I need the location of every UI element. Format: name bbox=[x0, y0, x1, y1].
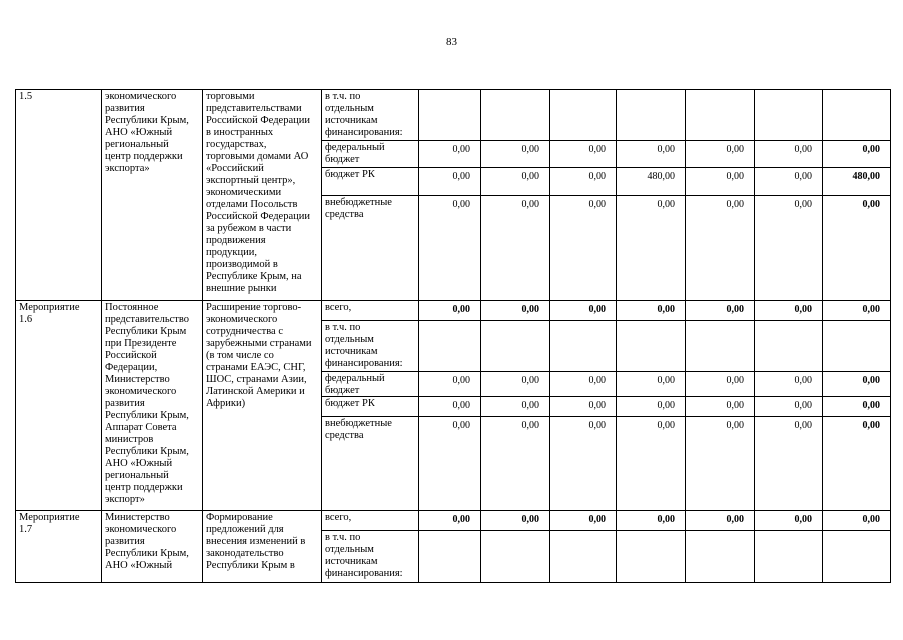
content-cell: торговыми представительствами Российской Федерации в иностранных государствах, торговыми домами АО «Российский экспортный центр», экономическими отделами Посольств Российской Федерации за рубежом в части продвижения продукции, производимой в Республике Крым, на внешние рынки bbox=[206, 91, 310, 294]
table-cell-value: 0,00 bbox=[452, 171, 470, 182]
table-cell-value: 0,00 bbox=[588, 304, 606, 315]
column-rule bbox=[890, 89, 891, 582]
table-cell-value: 0,00 bbox=[794, 400, 812, 411]
table-cell-value: 0,00 bbox=[726, 514, 744, 525]
row-rule bbox=[15, 300, 891, 301]
content-cell: Формирование предложений для внесения изменений в законодательство Республики Крым в bbox=[206, 512, 306, 571]
table-cell-value: 0,00 bbox=[521, 144, 539, 155]
source-label: в т.ч. по отдельным источникам финансирования: bbox=[325, 91, 403, 138]
activity-number: Мероприятие 1.6 bbox=[19, 302, 80, 325]
row-rule bbox=[15, 510, 891, 511]
column-rule bbox=[754, 89, 755, 582]
source-label: всего, bbox=[325, 512, 352, 523]
table-cell-value: 0,00 bbox=[726, 171, 744, 182]
source-label: федеральный бюджет bbox=[325, 142, 385, 165]
table-cell-value: 0,00 bbox=[657, 199, 675, 210]
executor-cell: экономического развития Республики Крым, АНО «Южный региональный центр поддержки экспорта» bbox=[105, 91, 189, 174]
subrow-rule bbox=[321, 371, 891, 372]
table-cell-value: 0,00 bbox=[452, 199, 470, 210]
table-cell-value: 0,00 bbox=[862, 375, 880, 386]
table-cell-value: 0,00 bbox=[794, 199, 812, 210]
source-label: внебюджетные средства bbox=[325, 418, 392, 441]
table-cell-value: 0,00 bbox=[521, 375, 539, 386]
content-cell: Расширение торгово- экономического сотрудничества с зарубежными странами (в том числе со странами ЕАЭС, СНГ, ШОС, странами Азии, Латинской Америки и Африки) bbox=[206, 302, 312, 409]
column-rule bbox=[616, 89, 617, 582]
table-cell-value: 0,00 bbox=[726, 199, 744, 210]
page-number: 83 bbox=[446, 36, 457, 48]
table-cell-value: 480,00 bbox=[852, 171, 880, 182]
row-rule bbox=[15, 582, 891, 583]
column-rule bbox=[15, 89, 16, 582]
table-cell-value: 0,00 bbox=[588, 375, 606, 386]
table-cell-value: 0,00 bbox=[521, 420, 539, 431]
table-cell-value: 0,00 bbox=[588, 199, 606, 210]
table-cell-value: 0,00 bbox=[794, 420, 812, 431]
table-cell-value: 0,00 bbox=[521, 400, 539, 411]
table-cell-value: 0,00 bbox=[726, 144, 744, 155]
column-rule bbox=[418, 89, 419, 582]
column-rule bbox=[480, 89, 481, 582]
subrow-rule bbox=[321, 167, 891, 168]
table-cell-value: 0,00 bbox=[588, 171, 606, 182]
table-cell-value: 0,00 bbox=[657, 420, 675, 431]
subrow-rule bbox=[321, 320, 891, 321]
table-cell-value: 0,00 bbox=[657, 514, 675, 525]
table-cell-value: 0,00 bbox=[794, 375, 812, 386]
source-label: бюджет РК bbox=[325, 398, 375, 409]
subrow-rule bbox=[321, 140, 891, 141]
source-label: в т.ч. по отдельным источникам финансирования: bbox=[325, 322, 403, 369]
table-cell-value: 0,00 bbox=[452, 400, 470, 411]
table-cell-value: 0,00 bbox=[862, 144, 880, 155]
table-cell-value: 0,00 bbox=[452, 514, 470, 525]
column-rule bbox=[202, 89, 203, 582]
table-cell-value: 0,00 bbox=[726, 420, 744, 431]
column-rule bbox=[685, 89, 686, 582]
subrow-rule bbox=[321, 195, 891, 196]
activity-number: 1.5 bbox=[19, 91, 33, 102]
table-cell-value: 0,00 bbox=[862, 400, 880, 411]
table-cell-value: 480,00 bbox=[647, 171, 675, 182]
subrow-rule bbox=[321, 416, 891, 417]
table-cell-value: 0,00 bbox=[452, 144, 470, 155]
source-label: бюджет РК bbox=[325, 169, 375, 180]
table-cell-value: 0,00 bbox=[521, 171, 539, 182]
table-cell-value: 0,00 bbox=[794, 304, 812, 315]
column-rule bbox=[822, 89, 823, 582]
subrow-rule bbox=[321, 530, 891, 531]
source-label: всего, bbox=[325, 302, 352, 313]
table-cell-value: 0,00 bbox=[452, 304, 470, 315]
source-label: внебюджетные средства bbox=[325, 197, 392, 220]
table-cell-value: 0,00 bbox=[862, 304, 880, 315]
executor-cell: Постоянное представительство Республики Крым при Президенте Российской Федерации, Министерство экономического развития Республики Крым, Аппарат Совета министров Республики Крым, АНО «Южный региональный центр поддержки экспорт» bbox=[105, 302, 190, 505]
column-rule bbox=[549, 89, 550, 582]
column-rule bbox=[321, 89, 322, 582]
table-cell-value: 0,00 bbox=[794, 171, 812, 182]
executor-cell: Министерство экономического развития Республики Крым, АНО «Южный bbox=[105, 512, 189, 571]
table-cell-value: 0,00 bbox=[452, 420, 470, 431]
column-rule bbox=[101, 89, 102, 582]
table-cell-value: 0,00 bbox=[657, 304, 675, 315]
table-cell-value: 0,00 bbox=[862, 514, 880, 525]
table-cell-value: 0,00 bbox=[726, 375, 744, 386]
table-cell-value: 0,00 bbox=[588, 400, 606, 411]
table-cell-value: 0,00 bbox=[521, 514, 539, 525]
table-cell-value: 0,00 bbox=[862, 420, 880, 431]
row-rule bbox=[15, 89, 891, 90]
table-cell-value: 0,00 bbox=[521, 304, 539, 315]
table-cell-value: 0,00 bbox=[794, 514, 812, 525]
table-cell-value: 0,00 bbox=[521, 199, 539, 210]
table-cell-value: 0,00 bbox=[726, 400, 744, 411]
table-cell-value: 0,00 bbox=[794, 144, 812, 155]
table-cell-value: 0,00 bbox=[726, 304, 744, 315]
table-cell-value: 0,00 bbox=[862, 199, 880, 210]
table-cell-value: 0,00 bbox=[657, 144, 675, 155]
table-cell-value: 0,00 bbox=[588, 144, 606, 155]
activity-number: Мероприятие 1.7 bbox=[19, 512, 80, 535]
source-label: в т.ч. по отдельным источникам финансирования: bbox=[325, 532, 403, 579]
table-cell-value: 0,00 bbox=[588, 514, 606, 525]
table-cell-value: 0,00 bbox=[657, 400, 675, 411]
table-cell-value: 0,00 bbox=[657, 375, 675, 386]
source-label: федеральный бюджет bbox=[325, 373, 385, 396]
table-cell-value: 0,00 bbox=[452, 375, 470, 386]
table-cell-value: 0,00 bbox=[588, 420, 606, 431]
